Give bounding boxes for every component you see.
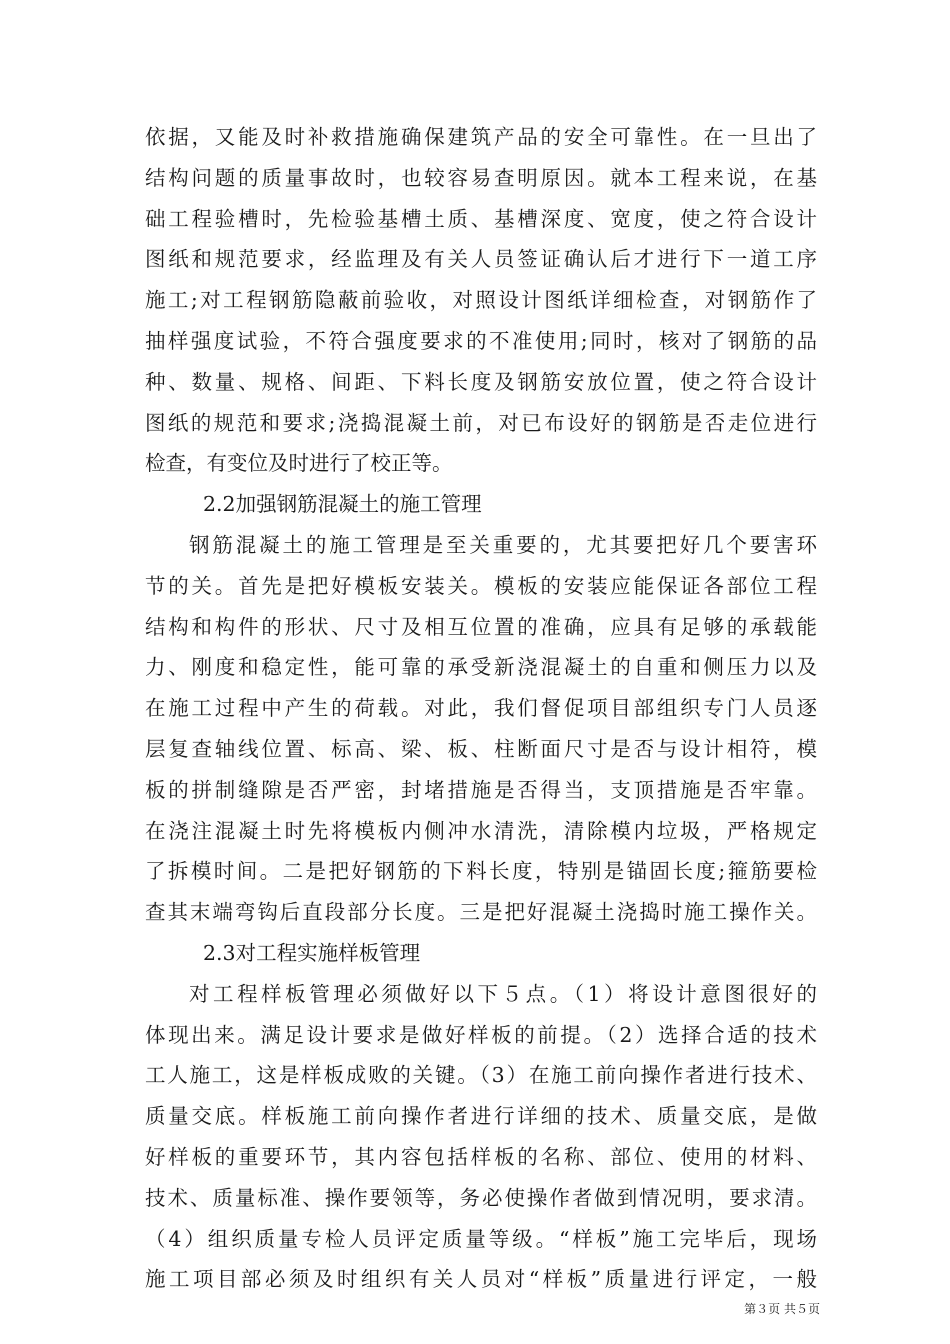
text-line: 图纸和规范要求，经监理及有关人员签证确认后才进行下一道工序: [145, 247, 817, 272]
text-line: 抽样强度试验，不符合强度要求的不准使用;同时，核对了钢筋的品: [145, 328, 817, 353]
text-line: 体现出来。满足设计要求是做好样板的前提。（2）选择合适的技术: [145, 1022, 817, 1047]
text-line: 好样板的重要环节，其内容包括样板的名称、部位、使用的材料、: [145, 1144, 817, 1169]
page-number: 第３页 共５页: [744, 1302, 820, 1316]
text-line: 结构问题的质量事故时，也较容易查明原因。就本工程来说，在基: [145, 165, 817, 190]
text-line: 在施工过程中产生的荷载。对此，我们督促项目部组织专门人员逐: [145, 696, 817, 721]
text-line: 在浇注混凝土时先将模板内侧冲水清洗，清除模内垃圾，严格规定: [145, 818, 817, 843]
body-text: [145, 117, 817, 1300]
text-line: （4）组织质量专检人员评定质量等级。“样板”施工完毕后，现场: [145, 1226, 817, 1251]
text-line: 钢筋混凝土的施工管理是至关重要的，尤其要把好几个要害环: [189, 532, 817, 557]
text-line: 施工;对工程钢筋隐蔽前验收，对照设计图纸详细检查，对钢筋作了: [145, 288, 817, 313]
text-line: 施工项目部必须及时组织有关人员对“样板”质量进行评定，一般: [145, 1267, 817, 1292]
text-line: 查其末端弯钩后直段部分长度。三是把好混凝土浇捣时施工操作关。: [145, 900, 817, 925]
text-line: 力、刚度和稳定性，能可靠的承受新浇混凝土的自重和侧压力以及: [145, 655, 817, 680]
text-line: 工人施工，这是样板成败的关键。（3）在施工前向操作者进行技术、: [145, 1063, 817, 1088]
text-line: 种、数量、规格、间距、下料长度及钢筋安放位置，使之符合设计: [145, 369, 817, 394]
text-line: 依据，又能及时补救措施确保建筑产品的安全可靠性。在一旦出了: [145, 125, 817, 149]
text-line: 板的拼制缝隙是否严密，封堵措施是否得当，支顶措施是否牢靠。: [145, 777, 817, 802]
text-line: 图纸的规范和要求;浇捣混凝土前，对已布设好的钢筋是否走位进行: [145, 410, 817, 435]
text-line: 础工程验槽时，先检验基槽土质、基槽深度、宽度，使之符合设计: [145, 206, 817, 231]
text-line: 对工程样板管理必须做好以下５点。（1）将设计意图很好的: [189, 981, 817, 1006]
text-line: 层复查轴线位置、标高、梁、板、柱断面尺寸是否与设计相符，模: [145, 736, 817, 761]
text-line: 质量交底。样板施工前向操作者进行详细的技术、质量交底，是做: [145, 1104, 817, 1129]
section-heading: 2.3对工程实施样板管理: [203, 940, 421, 965]
text-line: 节的关。首先是把好模板安装关。模板的安装应能保证各部位工程: [145, 573, 817, 598]
text-line: 检查，有变位及时进行了校正等。: [145, 451, 453, 476]
text-line: 了拆模时间。二是把好钢筋的下料长度，特别是锚固长度;箍筋要检: [145, 859, 817, 884]
text-line: 结构和构件的形状、尺寸及相互位置的准确，应具有足够的承载能: [145, 614, 817, 639]
text-line: 技术、质量标准、操作要领等，务必使操作者做到情况明，要求清。: [145, 1185, 817, 1210]
section-heading: 2.2加强钢筋混凝土的施工管理: [203, 492, 482, 517]
